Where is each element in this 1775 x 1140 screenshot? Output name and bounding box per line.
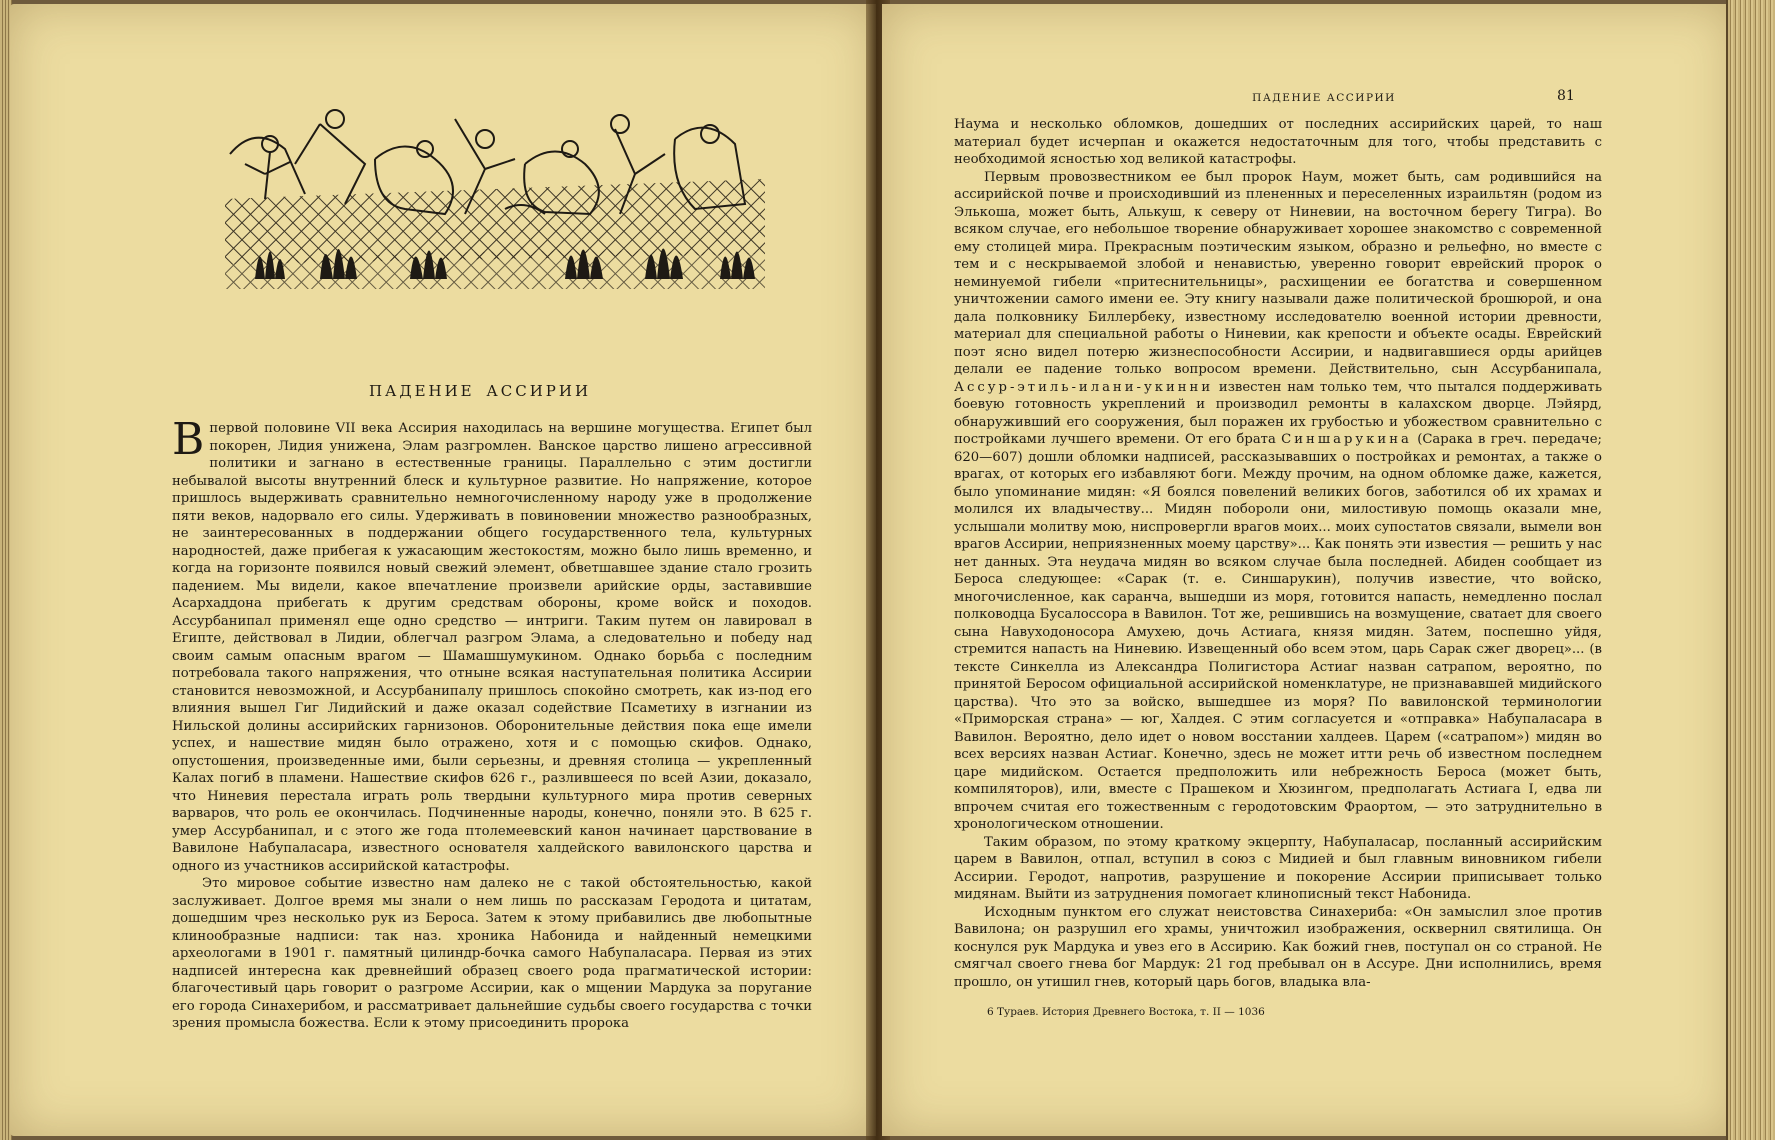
assyrian-relief-frieze-icon [225, 104, 765, 289]
left-page-text [172, 414, 812, 1033]
paragraph-text: Таким образом, по этому краткому экцерпту, Набупаласар, посланный ассирийским царем в Вавилон, отпал, вступил в союз с Мидией и был главным виновником гибели Ассирии. Геродот, напротив, разрушение и покорение Ассирии приписывает только мидянам. Выйти из затруднения помогает клинописный текст Набонида. [954, 834, 1602, 902]
page-number: 81 [1557, 88, 1575, 104]
right-page [882, 4, 1734, 1136]
paragraph: Это мировое событие известно нам далеко не с такой обстоятельностью, какой заслуживает. Долгое время мы знали о нем лишь по рассказам Геродота и цитатам, дошедшим чрез несколько рук из Бероса. Затем к этому прибавились две любопытные клинообразные надписи: так наз. хроника Набонида и найденный немецкими археологами в 1901 г. памятный цилиндр-бочка самого Набупаласара. Первая из этих надписей интересна как древнейший образец своего рода прагматической истории: благочестивый царь говорит о разгроме Ассирии, как о мщении Мардука за поругание его города Синахерибом, и рассматривает дальнейшие судьбы своего государства с точки зрения промысла божества. Если к этому присоединить пророка [172, 876, 812, 1031]
page-edge-right [1726, 0, 1775, 1140]
spaced-name: Ассур-этиль-илани-укинни [954, 379, 1214, 395]
left-page [10, 4, 876, 1136]
running-head: ПАДЕНИЕ АССИРИИ [1252, 92, 1396, 104]
paragraph [954, 904, 1602, 992]
paragraph-text: (Сарака в греч. передаче; 620—607) дошли обломки надписей, рассказывавших о постройках и ремонтах, а также о врагах, от которых его избавляют боги. Между прочим, на одном обломке даже, кажется, было упоминание мидян: «Я боялся повелений великих богов, заботился об их храмах и молился их владычеству... Мидян побороли они, милостивую помощь оказали мне, услышали молитву мою, ниспровергли врагов моих... моих супостатов связали, вымели вон врагов Ассирии, неприязненных моему царству»... Как понять эти известия — решить у нас нет данных. Эта неудача мидян во всяком случае была последней. Абиден сообщает из Бероса следующее: «Сарак (т. е. Синшарукин), получив известие, что войско, многочисленное, как саранча, вышедши из моря, готовится напасть, немедленно послал полководца Бусалоссора в Вавилон. Тот же, решившись на возмущение, сватает для своего сына Навуходоносора Амухею, дочь Астиага, князя мидян. Затем, поспешно уйдя, стремится напасть на Ниневию. Извещенный обо всем этом, царь Сарак сжег дворец»... (в тексте Синкелла из Александра Полигистора Астиаг назван сатрапом, вероятно, по принятой Беросом официальной ассирийской номенклатуре, не признававшей мидийского царства). Что это за войско, вышедшее из моря? По вавилонской терминологии «Приморская страна» — юг, Халдея. С этим согласуется и «отправка» Набупаласара в Вавилон. Вероятно, дело идет о новом восстании халдеев. Царем («сатрапом») мидян во всех версиях назван Астиаг. Конечно, здесь не может итти речь об известном последнем царе мидийском. Остается предположить или небрежность Бероса (может быть, компиляторов), или, вместе с Прашеком и Хюзингом, предполагать Астиага I, едва ли впрочем считая его тожественным с геродотовским Фраортом, — это затруднительно в хронологическом отношении. [954, 432, 1602, 832]
frieze-drawing [225, 104, 765, 289]
paragraph [954, 116, 1602, 169]
right-page-text [954, 116, 1602, 991]
signature-footer: 6 Тураев. История Древнего Востока, т. II — 1036 [987, 1006, 1265, 1018]
paragraph [172, 414, 812, 875]
dropcap: В [172, 414, 205, 465]
chapter-title: ПАДЕНИЕ АССИРИИ [368, 382, 592, 400]
paragraph-text: Первым провозвестником ее был пророк Наум, может быть, сам родившийся на ассирийской почве и происходивший из плененных и переселенных израильтян (родом из Элькоша, может быть, Алькуш, к северу от Ниневии, на восточном берегу Тигра). Во всяком случае, его небольшое творение обнаруживает хорошее знакомство с современной ему столицей мира. Прекрасным поэтическим языком, образно и рельефно, но вместе с тем и с нескрываемой злобой и ненавистью, уверенно говорит еврейский пророк о неминуемой гибели «притеснительницы», расхищении ее богатства и совершенном уничтожении самого имени ее. Эту книгу называли даже политической брошюрой, и она дала полковнику Биллербеку, известному исследователю военной истории древности, материал для специальной работы о Ниневии, как крепости и объекте осады. Еврейский поэт ясно видел потерю жизнеспособности Ассирии, и надвигавшиеся орды арийцев делали ее падение только вопросом времени. Действительно, сын Ассурбанипала, [954, 169, 1602, 377]
paragraph [954, 169, 1602, 834]
paragraph [954, 834, 1602, 904]
spaced-name: Синшарукина [1281, 432, 1412, 447]
paragraph-text: первой половине VII века Ассирия находилась на вершине могущества. Египет был покорен, Лидия унижена, Элам разгромлен. Ванское царство лишено агрессивной политики и загнано в естественные границы. Параллельно с этим достигли небывалой высоты внутренний блеск и культурное развитие. Но напряжение, которое пришлось выдерживать сравнительно немногочисленному народу уже в продолжение пяти веков, надорвало его силы. Удерживать в повиновении множество разнообразных, не заинтересованных в поддержании общего государственного тела, культурных народностей, даже прибегая к ужасающим жестокостям, можно было лишь временно, и когда на горизонте появился новый свежий элемент, обветшавшее здание стало грозить падением. Мы видели, какое впечатление произвели арийские орды, заставившие Асархаддона прибегать к другим средствам обороны, кроме войск и походов. Ассурбанипал применял еще одно средство — интриги. Таким путем он лавировал в Египте, действовал в Лидии, облегчал разгром Элама, а следовательно и победу над своим самым опасным врагом — Шамашшумукином. Однако борьба с последним потребовала такого напряжения, что отныне всякая наступательная политика Ассирии становится невозможной, и Ассурбанипалу пришлось спокойно смотреть, как из-под его влияния вышел Гиг Лидийский и даже оказал содействие Псаметиху в изгнании из Нильской долины ассирийских гарнизонов. Оборонительные действия пока еще имели успех, и нашествие мидян было отражено, хотя и с помощью скифов. Однако, опустошения, произведенные ими, были серьезны, и древняя столица — укрепленный Калах погиб в пламени. Нашествие скифов 626 г., разлившееся по всей Азии, доказало, что Ниневия перестала играть роль твердыни культурного мира против северных варваров, что роль ее окончилась. Подчиненные народы, конечно, поняли это. В 625 г. умер Ассурбанипал, и с этого же года птолемеевский канон начинает царствование в Вавилоне Набупаласара, известного основателя халдейского вавилонского царства и одного из участников ассирийской катастрофы. [172, 421, 812, 874]
paragraph-text: Наума и несколько обломков, дошедших от последних ассирийских царей, то наш материал будет исчерпан и окажется недостаточным для того, чтобы представить с необходимой ясностью ход великой катастрофы. [954, 117, 1602, 167]
paragraph-text: Исходным пунктом его служат неистовства Синахериба: «Он замыслил злое против Вавилона; он разрушил его храмы, уничтожил изображения, осквернил святилища. Он коснулся рук Мардука и увез его в Ассирию. Как божий гнев, поступал он со страной. Не смягчал своего гнева бог Мардук: 21 год пребывал он в Ассуре. Дни исполнились, время прошло, он утишил гнев, который царь богов, владыка вла- [954, 904, 1602, 990]
paragraph-text: известен нам только тем, что пытался поддерживать боевую готовность укреплений и производил ремонты в калахском дворце. Лэйярд, обнаруживший его сооружения, был поражен их грубостью и убожеством сравнительно с постройками лучшего времени. От его брата [954, 379, 1602, 447]
